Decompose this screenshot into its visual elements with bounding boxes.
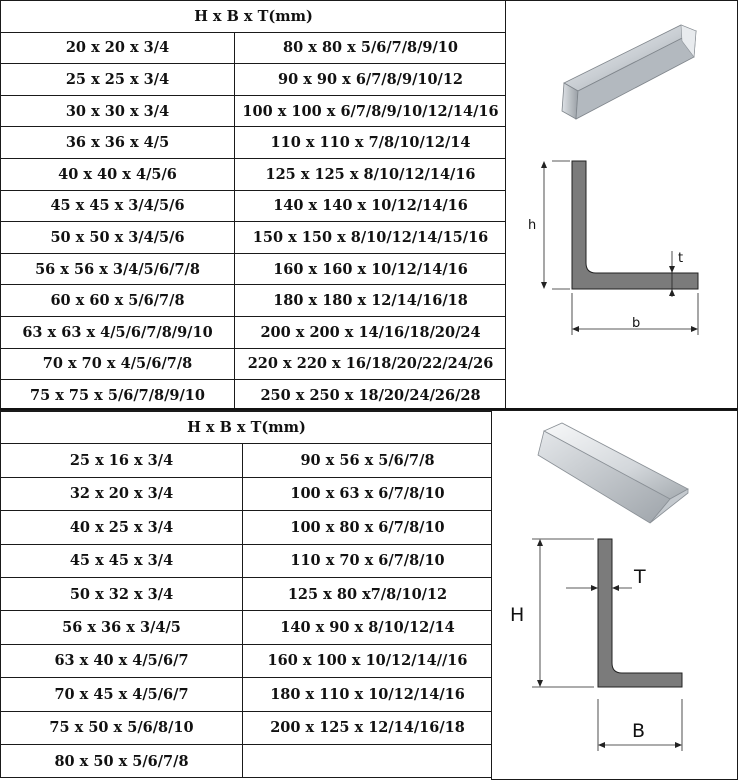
size-cell-left: 40 x 25 x 3/4 [1, 511, 243, 544]
table-row [1, 577, 493, 610]
size-cell-right: 125 x 125 x 8/10/12/14/16 [235, 158, 507, 190]
size-cell-left: 45 x 45 x 3/4/5/6 [1, 190, 235, 222]
equal-angle-spec-table [0, 0, 507, 412]
size-cell-left: 30 x 30 x 3/4 [1, 95, 235, 127]
table-header: H x B x T(mm) [1, 411, 493, 444]
size-cell-right: 140 x 140 x 10/12/14/16 [235, 190, 507, 222]
table-row [1, 158, 507, 190]
table-row [1, 511, 493, 544]
table-row [1, 253, 507, 285]
size-cell-left: 32 x 20 x 3/4 [1, 477, 243, 510]
table-row [1, 64, 507, 96]
size-cell-right: 250 x 250 x 18/20/24/26/28 [235, 380, 507, 412]
dim-label-B: B [632, 720, 646, 742]
size-cell-right: 100 x 80 x 6/7/8/10 [243, 511, 493, 544]
size-cell-left: 25 x 25 x 3/4 [1, 64, 235, 96]
size-cell-left: 36 x 36 x 4/5 [1, 127, 235, 159]
size-cell-left: 75 x 75 x 5/6/7/8/9/10 [1, 380, 235, 412]
size-cell-left: 70 x 70 x 4/5/6/7/8 [1, 348, 235, 380]
dim-label-H: H [510, 604, 525, 626]
dim-label-b: b [632, 316, 641, 331]
equal-angle-illustration [506, 1, 738, 411]
size-cell-right: 90 x 56 x 5/6/7/8 [243, 444, 493, 477]
table-row [1, 380, 507, 412]
table-row [1, 477, 493, 510]
size-cell-right [243, 744, 493, 777]
size-cell-right: 160 x 100 x 10/12/14//16 [243, 644, 493, 677]
size-cell-right: 125 x 80 x7/8/10/12 [243, 577, 493, 610]
size-cell-left: 63 x 40 x 4/5/6/7 [1, 644, 243, 677]
table-row [1, 127, 507, 159]
size-cell-right: 160 x 160 x 10/12/14/16 [235, 253, 507, 285]
size-cell-left: 63 x 63 x 4/5/6/7/8/9/10 [1, 316, 235, 348]
unequal-angle-section [0, 410, 738, 780]
size-cell-right: 220 x 220 x 16/18/20/22/24/26 [235, 348, 507, 380]
size-cell-left: 56 x 56 x 3/4/5/6/7/8 [1, 253, 235, 285]
table-row [1, 611, 493, 644]
size-cell-left: 56 x 36 x 3/4/5 [1, 611, 243, 644]
table-row [1, 744, 493, 777]
size-cell-right: 150 x 150 x 8/10/12/14/15/16 [235, 222, 507, 254]
size-cell-left: 20 x 20 x 3/4 [1, 32, 235, 64]
size-cell-left: 80 x 50 x 5/6/7/8 [1, 744, 243, 777]
size-cell-left: 75 x 50 x 5/6/8/10 [1, 711, 243, 744]
equal-angle-image-panel [505, 0, 738, 410]
size-cell-left: 25 x 16 x 3/4 [1, 444, 243, 477]
size-cell-right: 110 x 70 x 6/7/8/10 [243, 544, 493, 577]
size-cell-left: 45 x 45 x 3/4 [1, 544, 243, 577]
table-header-row [1, 411, 493, 444]
table-header-row [1, 1, 507, 33]
table-header: H x B x T(mm) [1, 1, 507, 33]
unequal-angle-illustration [492, 411, 738, 780]
unequal-angle-spec-table [0, 410, 493, 778]
table-row [1, 444, 493, 477]
size-cell-right: 200 x 200 x 14/16/18/20/24 [235, 316, 507, 348]
size-cell-right: 80 x 80 x 5/6/7/8/9/10 [235, 32, 507, 64]
dim-label-T: T [634, 566, 646, 588]
table-row [1, 678, 493, 711]
size-cell-left: 50 x 50 x 3/4/5/6 [1, 222, 235, 254]
size-cell-right: 180 x 110 x 10/12/14/16 [243, 678, 493, 711]
dim-label-t: t [678, 251, 684, 266]
unequal-angle-image-panel [491, 410, 738, 780]
table-row [1, 316, 507, 348]
table-row [1, 544, 493, 577]
size-cell-right: 100 x 100 x 6/7/8/9/10/12/14/16 [235, 95, 507, 127]
size-cell-right: 200 x 125 x 12/14/16/18 [243, 711, 493, 744]
size-cell-left: 60 x 60 x 5/6/7/8 [1, 285, 235, 317]
table-row [1, 32, 507, 64]
size-cell-right: 140 x 90 x 8/10/12/14 [243, 611, 493, 644]
table-row [1, 190, 507, 222]
angle-cross-section-icon [532, 539, 682, 751]
size-cell-right: 110 x 110 x 7/8/10/12/14 [235, 127, 507, 159]
size-cell-left: 50 x 32 x 3/4 [1, 577, 243, 610]
table-row [1, 95, 507, 127]
table-row [1, 348, 507, 380]
dim-label-h: h [528, 218, 537, 233]
table-row [1, 222, 507, 254]
table-row [1, 711, 493, 744]
table-row [1, 644, 493, 677]
size-cell-right: 100 x 63 x 6/7/8/10 [243, 477, 493, 510]
steel-angle-photo-icon [562, 25, 696, 119]
size-cell-left: 40 x 40 x 4/5/6 [1, 158, 235, 190]
size-cell-right: 90 x 90 x 6/7/8/9/10/12 [235, 64, 507, 96]
size-cell-left: 70 x 45 x 4/5/6/7 [1, 678, 243, 711]
size-cell-right: 180 x 180 x 12/14/16/18 [235, 285, 507, 317]
steel-angle-photo-icon [538, 423, 688, 523]
table-row [1, 285, 507, 317]
angle-cross-section-icon [541, 161, 698, 335]
